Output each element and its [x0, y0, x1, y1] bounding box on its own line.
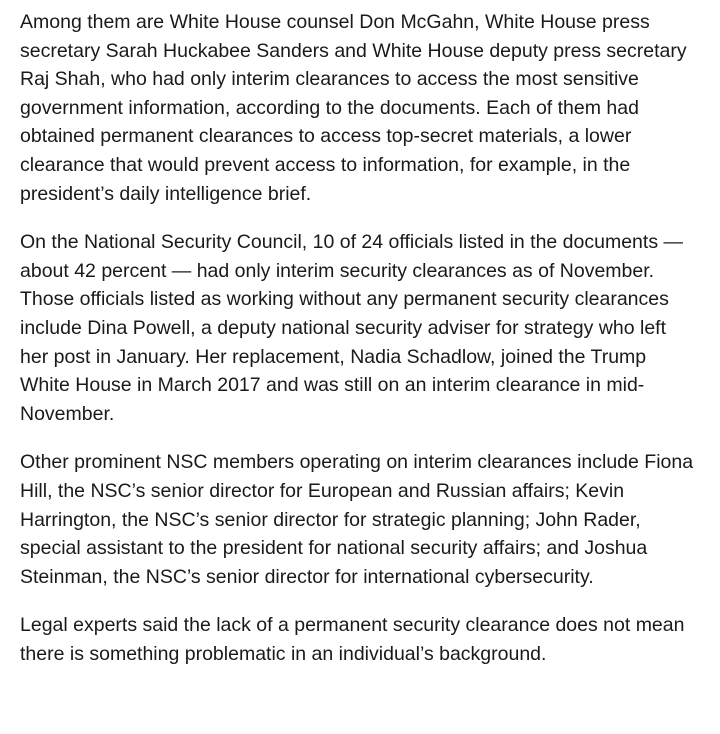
paragraph-1 [20, 8, 710, 208]
text-line: Legal experts said the lack of a permanent security clearance does not mean [20, 614, 685, 637]
paragraph-3 [20, 448, 710, 591]
text-line: Hill, the NSC’s senior director for European and Russian affairs; Kevin [20, 479, 625, 502]
text-line: Other prominent NSC members operating on interim clearances include Fiona [20, 451, 694, 474]
text-line: Harrington, the NSC’s senior director for strategic planning; John Rader, [20, 508, 641, 531]
text-line: about 42 percent — had only interim security clearances as of November. [20, 259, 655, 282]
text-line: Steinman, the NSC’s senior director for international cybersecurity. [20, 565, 594, 588]
text-line: there is something problematic in an individual’s background. [20, 642, 547, 665]
article-body [20, 8, 710, 688]
text-line: White House in March 2017 and was still on an interim clearance in mid- [20, 374, 645, 397]
paragraph-4 [20, 611, 710, 668]
text-line: government information, according to the documents. Each of them had [20, 96, 639, 119]
text-line: Raj Shah, who had only interim clearances to access the most sensitive [20, 68, 639, 91]
text-line: include Dina Powell, a deputy national security adviser for strategy who left [20, 316, 667, 339]
text-line: her post in January. Her replacement, Nadia Schadlow, joined the Trump [20, 345, 647, 368]
text-line: November. [20, 402, 115, 425]
text-line: Among them are White House counsel Don McGahn, White House press [20, 11, 650, 33]
text-line: Those officials listed as working without any permanent security clearances [20, 288, 669, 311]
text-line: obtained permanent clearances to access top-secret materials, a lower [20, 125, 632, 148]
text-line: president’s daily intelligence brief. [20, 182, 312, 205]
text-line: On the National Security Council, 10 of 24 officials listed in the documents — [20, 231, 683, 254]
text-line: secretary Sarah Huckabee Sanders and White House deputy press secretary [20, 39, 687, 62]
paragraph-2 [20, 228, 710, 428]
text-line: special assistant to the president for national security affairs; and Joshua [20, 537, 648, 560]
text-line: clearance that would prevent access to information, for example, in the [20, 153, 631, 176]
